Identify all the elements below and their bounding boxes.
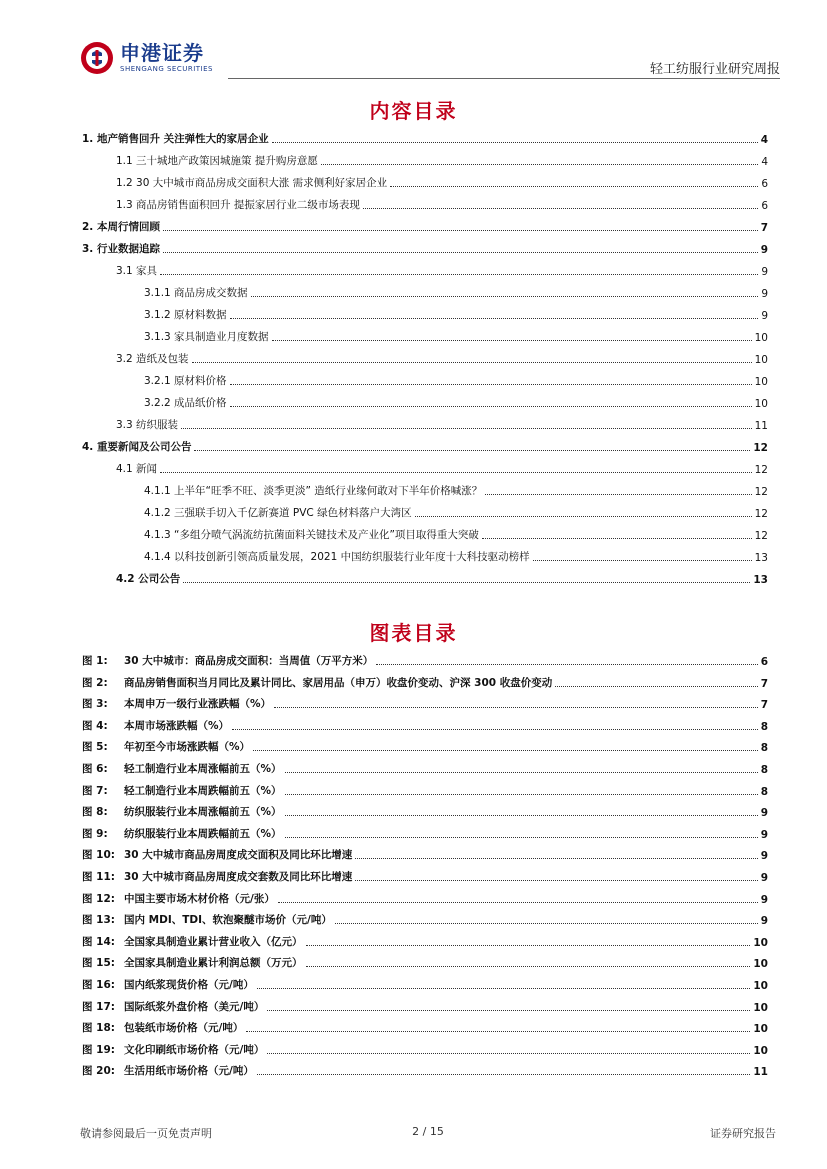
figure-title: 30 大中城市商品房周度成交面积及同比环比增速 <box>124 849 353 862</box>
figure-page: 9 <box>760 893 768 906</box>
dot-leader <box>232 728 758 730</box>
toc-entry-title: 4.1.4 以科技创新引领高质量发展，2021 中国纺织服装行业年度十大科技驱动榜样 <box>144 551 530 563</box>
figure-number: 图 6: <box>82 763 108 775</box>
figure-entry[interactable] <box>82 976 768 992</box>
toc-entry-page: 13 <box>754 552 768 564</box>
toc-entry[interactable] <box>82 570 768 586</box>
toc-entry[interactable] <box>82 504 768 520</box>
report-type: 轻工纺服行业研究周报 <box>649 62 780 77</box>
toc-entry-title: 3.1 家具 <box>116 265 158 277</box>
toc-entry[interactable] <box>82 394 768 410</box>
figure-number: 图 12: <box>82 892 115 905</box>
dot-leader <box>246 1030 750 1032</box>
dot-leader <box>160 471 752 473</box>
figure-page: 7 <box>760 699 768 712</box>
dot-leader <box>230 317 759 319</box>
dot-leader <box>555 685 757 687</box>
toc-entry[interactable] <box>82 328 768 344</box>
figure-entry[interactable] <box>82 1019 768 1035</box>
figure-title: 国内 MDI、TDI、软泡聚醚市场价（元/吨） <box>124 914 332 927</box>
figure-number: 图 19: <box>82 1043 115 1056</box>
toc-entry-page: 12 <box>754 530 768 542</box>
figure-entry[interactable] <box>82 803 768 819</box>
toc-entry-page: 11 <box>754 420 768 432</box>
dot-leader <box>181 427 752 429</box>
toc-entry-title: 4. 重要新闻及公司公告 <box>82 441 192 453</box>
figure-page: 8 <box>760 742 768 755</box>
toc-entry-page: 4 <box>760 134 768 146</box>
figure-page: 9 <box>760 828 768 841</box>
toc-entry-title: 4.1.3 “多组分喷气涡流纺抗菌面料关键技术及产业化”项目取得重大突破 <box>144 529 479 541</box>
toc-entry-title: 4.2 公司公告 <box>116 573 181 585</box>
dot-leader <box>192 361 752 363</box>
toc-entry-page: 6 <box>761 178 768 190</box>
toc-entry[interactable] <box>82 284 768 300</box>
figure-entry[interactable] <box>82 674 768 690</box>
disclaimer-note: 敬请参阅最后一页免责声明 <box>80 1127 212 1140</box>
dot-leader <box>253 749 758 751</box>
figure-number: 图 16: <box>82 979 115 991</box>
toc-entry-title: 3.2.1 原材料价格 <box>144 375 227 387</box>
figure-page: 9 <box>760 872 768 884</box>
figure-page: 10 <box>753 958 768 971</box>
toc-entry[interactable] <box>82 306 768 322</box>
figure-title: 包装纸市场价格（元/吨） <box>124 1022 244 1035</box>
dot-leader <box>285 814 758 816</box>
figure-entry[interactable] <box>82 1062 768 1078</box>
figure-page: 10 <box>753 1044 768 1057</box>
figure-page: 10 <box>753 1023 768 1036</box>
toc-entry-page: 9 <box>761 310 768 322</box>
toc-entry[interactable] <box>82 196 768 212</box>
figure-number: 图 10: <box>82 849 115 862</box>
toc-entry[interactable] <box>82 350 768 366</box>
dot-leader <box>272 339 752 341</box>
dot-leader <box>482 537 752 539</box>
figure-entry[interactable] <box>82 825 768 841</box>
figure-title: 文化印刷纸市场价格（元/吨） <box>124 1043 265 1056</box>
toc-entry[interactable] <box>82 438 768 454</box>
figure-title: 轻工制造行业本周跌幅前五（%） <box>124 784 282 797</box>
figure-title: 国际纸浆外盘价格（美元/吨） <box>124 1000 265 1013</box>
figure-title: 轻工制造行业本周涨幅前五（%） <box>124 763 282 775</box>
toc-entry-title: 3.1.2 原材料数据 <box>144 309 227 321</box>
figure-page: 6 <box>760 656 768 668</box>
toc-entry-title: 3.1.1 商品房成交数据 <box>144 287 248 299</box>
dot-leader <box>267 1052 750 1054</box>
logo-emblem-icon <box>80 41 114 75</box>
figure-entry[interactable] <box>82 717 768 733</box>
dot-leader <box>390 185 758 187</box>
figure-entry[interactable] <box>82 954 768 970</box>
dot-leader <box>257 987 751 989</box>
toc-entry[interactable] <box>82 130 768 146</box>
toc-entry-page: 9 <box>761 288 768 300</box>
toc-entry-page: 4 <box>761 156 768 168</box>
dot-leader <box>533 559 752 561</box>
toc-entry-page: 10 <box>754 398 768 410</box>
dot-leader <box>267 1009 750 1011</box>
figure-entry[interactable] <box>82 695 768 711</box>
dot-leader <box>163 251 758 253</box>
figure-number: 图 7: <box>82 784 108 797</box>
dot-leader <box>285 793 758 795</box>
dot-leader <box>278 901 758 903</box>
figure-title: 年初至今市场涨跌幅（%） <box>124 741 251 754</box>
figures-title: 图表目录 <box>369 621 458 645</box>
toc-entry-title: 1.1 三十城地产政策因城施策 提升购房意愿 <box>116 155 318 167</box>
figure-title: 30 大中城市：商品房成交面积：当周值（万平方米） <box>124 655 374 667</box>
toc-entry-page: 9 <box>760 244 768 256</box>
figure-number: 图 1: <box>82 655 108 667</box>
dot-leader <box>163 229 758 231</box>
dot-leader <box>335 922 758 924</box>
toc-entry[interactable] <box>82 548 768 564</box>
figure-title: 商品房销售面积当月同比及累计同比、家居用品（申万）收盘价变动、沪深 300 收盘价变动 <box>124 676 553 689</box>
toc-entry-title: 1.3 商品房销售面积回升 提振家居行业二级市场表现 <box>116 199 360 211</box>
toc-entry[interactable] <box>82 526 768 542</box>
dot-leader <box>363 207 758 209</box>
toc-entry[interactable] <box>82 174 768 190</box>
logo-chinese-name: 申港证券 <box>120 41 204 65</box>
figure-page: 8 <box>760 785 768 798</box>
figure-entry[interactable] <box>82 782 768 798</box>
figure-number: 图 9: <box>82 827 108 840</box>
toc-entry[interactable] <box>82 460 768 476</box>
figure-number: 图 15: <box>82 957 115 970</box>
figure-title: 本周市场涨跌幅（%） <box>124 719 230 732</box>
figure-number: 图 13: <box>82 914 115 927</box>
toc-entry[interactable] <box>82 218 768 234</box>
toc-entry-title: 1. 地产销售回升 关注弹性大的家居企业 <box>82 133 269 145</box>
page-header <box>80 36 780 80</box>
dot-leader <box>251 295 759 297</box>
dot-leader <box>230 383 752 385</box>
figure-page: 9 <box>760 915 768 928</box>
figure-page: 10 <box>753 1001 768 1014</box>
dot-leader <box>285 836 758 838</box>
toc-entry-page: 12 <box>753 442 768 454</box>
header-divider <box>228 78 780 79</box>
figure-entry[interactable] <box>82 760 768 776</box>
toc-entry-title: 3.2.2 成品纸价格 <box>144 397 227 409</box>
figure-title: 国内纸浆现货价格（元/吨） <box>124 979 254 991</box>
toc-entry[interactable] <box>82 152 768 168</box>
figure-entry[interactable] <box>82 890 768 906</box>
figure-number: 图 14: <box>82 935 115 948</box>
toc-entry-title: 4.1.2 三强联手切入千亿新赛道 PVC 绿色材料落户大湾区 <box>144 507 412 519</box>
toc-entry-page: 9 <box>761 266 768 278</box>
toc-entry-page: 10 <box>754 354 768 366</box>
figure-page: 10 <box>753 936 768 949</box>
toc-entry-page: 13 <box>753 574 768 586</box>
figure-title: 纺织服装行业本周跌幅前五（%） <box>124 827 282 840</box>
dot-leader <box>194 449 750 451</box>
dot-leader <box>306 965 751 967</box>
toc-entry[interactable] <box>82 240 768 256</box>
dot-leader <box>306 944 751 946</box>
figure-number: 图 17: <box>82 1000 115 1013</box>
dot-leader <box>485 493 751 495</box>
figure-title: 30 大中城市商品房周度成交套数及同比环比增速 <box>124 871 353 883</box>
figure-title: 全国家具制造业累计利润总额（万元） <box>124 957 303 970</box>
toc-entry[interactable] <box>82 482 768 498</box>
toc-entry-page: 10 <box>754 376 768 388</box>
figure-number: 图 2: <box>82 676 108 689</box>
toc-title: 内容目录 <box>369 99 458 123</box>
figure-entry[interactable] <box>82 933 768 949</box>
toc-entry-title: 4.1.1 上半年“旺季不旺、淡季更淡” 造纸行业缘何敢对下半年价格喊涨？ <box>144 485 483 497</box>
figure-title: 全国家具制造业累计营业收入（亿元） <box>124 935 303 948</box>
toc-entry-title: 4.1 新闻 <box>116 463 158 475</box>
dot-leader <box>183 581 750 583</box>
toc-entry-page: 12 <box>754 486 768 498</box>
figure-number: 图 18: <box>82 1022 115 1035</box>
dot-leader <box>285 771 758 773</box>
dot-leader <box>230 405 752 407</box>
figure-number: 图 4: <box>82 719 108 732</box>
dot-leader <box>274 706 758 708</box>
figure-number: 图 8: <box>82 806 108 819</box>
toc-entry[interactable] <box>82 262 768 278</box>
figure-title: 中国主要市场木材价格（元/张） <box>124 892 275 905</box>
toc-entry-title: 3.2 造纸及包装 <box>116 353 189 365</box>
figure-number: 图 20: <box>82 1065 115 1078</box>
toc-entry-title: 3. 行业数据追踪 <box>82 243 160 255</box>
toc-entry-title: 3.1.3 家具制造业月度数据 <box>144 331 269 343</box>
figure-title: 纺织服装行业本周涨幅前五（%） <box>124 806 282 819</box>
figure-entry[interactable] <box>82 1041 768 1057</box>
dot-leader <box>355 879 757 881</box>
dot-leader <box>321 163 758 165</box>
figure-entry[interactable] <box>82 652 768 668</box>
dot-leader <box>376 663 757 665</box>
figure-page: 11 <box>753 1066 768 1079</box>
page-number: 2 / 15 <box>412 1125 444 1138</box>
figure-page: 8 <box>760 764 768 776</box>
figure-page: 8 <box>760 720 768 733</box>
toc-entry-title: 1.2 30 大中城市商品房成交面积大涨 需求侧利好家居企业 <box>116 177 388 189</box>
dot-leader <box>160 273 758 275</box>
toc-entry-page: 10 <box>754 332 768 344</box>
figure-entry[interactable] <box>82 738 768 754</box>
figure-title: 本周申万一级行业涨跌幅（%） <box>124 698 272 711</box>
figure-page: 9 <box>760 807 768 820</box>
toc-entry[interactable] <box>82 372 768 388</box>
figure-page: 10 <box>753 980 768 992</box>
figure-entry[interactable] <box>82 868 768 884</box>
figure-number: 图 3: <box>82 698 108 711</box>
dot-leader <box>355 857 757 859</box>
dot-leader <box>257 1073 751 1075</box>
toc-entry[interactable] <box>82 416 768 432</box>
toc-entry-title: 2. 本周行情回顾 <box>82 221 160 233</box>
figure-number: 图 11: <box>82 871 115 883</box>
toc-entry-page: 12 <box>754 508 768 520</box>
toc-entry-title: 3.3 纺织服装 <box>116 419 179 431</box>
toc-entry-page: 6 <box>761 200 768 212</box>
figure-page: 9 <box>760 850 768 863</box>
figure-page: 7 <box>760 677 768 690</box>
figure-entry[interactable] <box>82 846 768 862</box>
logo-english-name: SHENGANG SECURITIES <box>120 65 213 73</box>
figure-entry[interactable] <box>82 998 768 1014</box>
figure-number: 图 5: <box>82 741 108 754</box>
dot-leader <box>415 515 752 517</box>
dot-leader <box>272 141 758 143</box>
figure-title: 生活用纸市场价格（元/吨） <box>124 1065 254 1078</box>
toc-entry-page: 7 <box>760 222 768 234</box>
report-label: 证券研究报告 <box>710 1127 776 1140</box>
toc-entry-page: 12 <box>754 464 768 476</box>
figure-entry[interactable] <box>82 911 768 927</box>
company-logo <box>80 40 213 76</box>
